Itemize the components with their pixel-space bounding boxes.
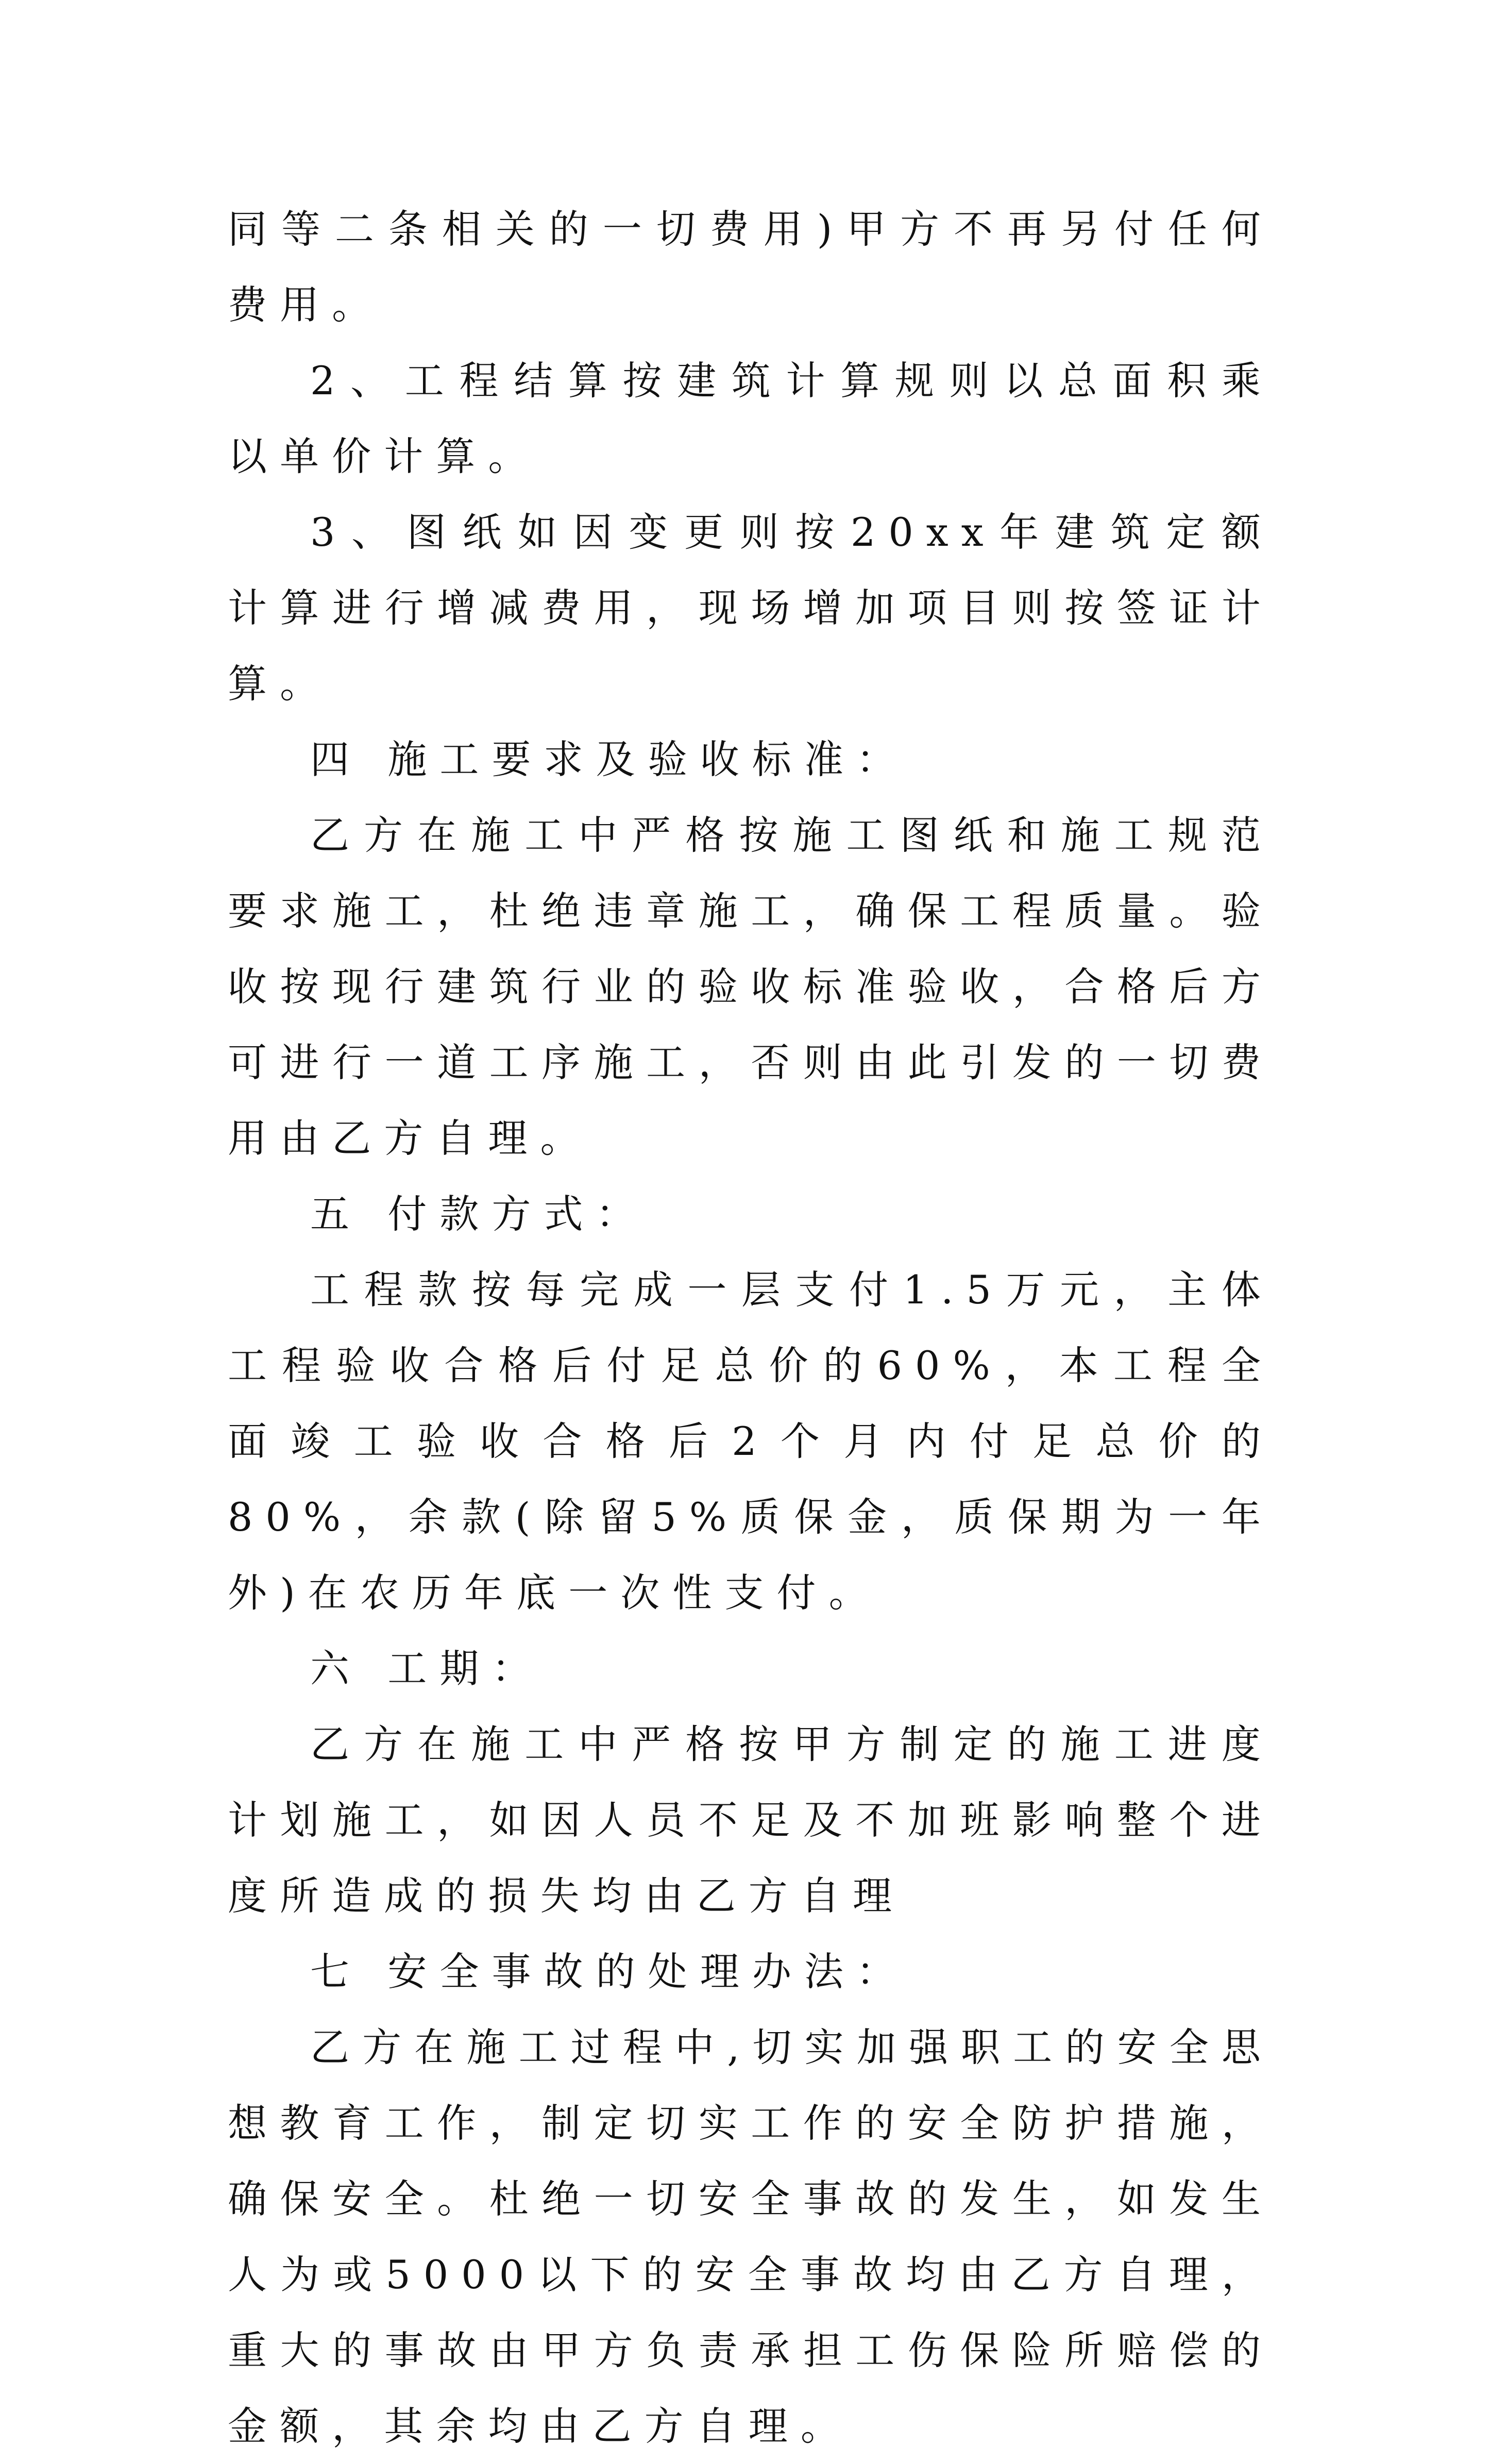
paragraph-construction-requirements: 乙方在施工中严格按施工图纸和施工规范要求施工，杜绝违章施工，确保工程质量。验收按现行建筑行业的验收标准验收，合格后方可进行一道工序施工，否则由此引发的一切费用由乙方自理。 — [228, 812, 1274, 1161]
paragraph-payment-method: 工程款按每完成一层支付1.5万元，主体工程验收合格后付足总价的60%，本工程全面竣工验收合格后2个月内付足总价的80%，余款(除留5%质保金，质保期为一年外)在农历年底一次性支付。 — [228, 1267, 1274, 1616]
paragraph-drawing-changes: 3、图纸如因变更则按20xx年建筑定额计算进行增减费用，现场增加项目则按签证计算。 — [228, 509, 1274, 707]
section-heading-schedule: 六 工期： — [310, 1646, 544, 1691]
document-body — [228, 191, 1274, 2464]
paragraph-continuation: 同等二条相关的一切费用)甲方不再另付任何费用。 — [228, 206, 1274, 328]
paragraph-settlement-rule: 2、工程结算按建筑计算规则以总面积乘以单价计算。 — [228, 358, 1274, 479]
paragraph-safety-accidents: 乙方在施工过程中,切实加强职工的安全思想教育工作，制定切实工作的安全防护措施，确保安全。杜绝一切安全事故的发生，如发生人为或5000以下的安全事故均由乙方自理，重大的事故由甲方负责承担工伤保险所赔偿的金额，其余均由乙方自理。 — [228, 2024, 1274, 2449]
section-heading-construction-requirements: 四 施工要求及验收标准： — [310, 736, 909, 782]
section-heading-safety-accidents: 七 安全事故的处理办法： — [310, 1949, 909, 1994]
section-heading-payment-method: 五 付款方式： — [310, 1191, 648, 1237]
paragraph-schedule: 乙方在施工中严格按甲方制定的施工进度计划施工，如因人员不足及不加班影响整个进度所造成的损失均由乙方自理 — [228, 1721, 1274, 1919]
